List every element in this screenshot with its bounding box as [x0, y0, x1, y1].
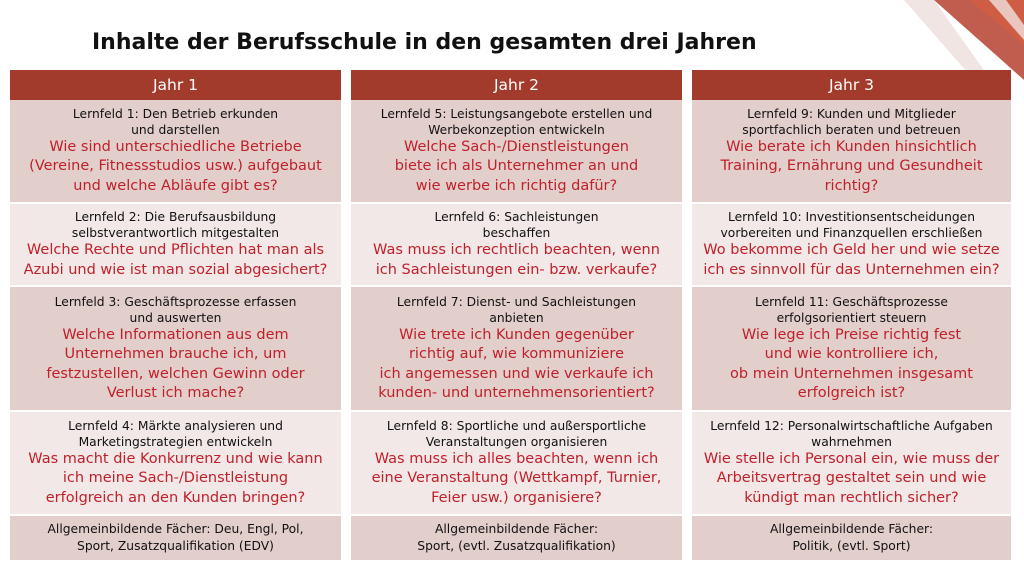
lernfeld-title: Lernfeld 5: Leistungsangebote erstellen und Werbekonzeption entwickeln — [380, 106, 653, 137]
lernfeld-question: Wie berate ich Kunden hinsichtlich Training, Ernährung und Gesundheit richtig? — [720, 138, 983, 194]
lernfeld-title: Lernfeld 4: Märkte analysieren und Marketingstrategien entwickeln — [68, 418, 283, 449]
lernfeld-question: Wie sind unterschiedliche Betriebe (Vereine, Fitnessstudios usw.) aufgebaut und welche Abläufe gibt es? — [29, 138, 322, 194]
lernfeld-cell — [692, 412, 1011, 516]
lernfeld-question: Was muss ich alles beachten, wenn ich eine Veranstaltung (Wettkampf, Turnier, Feier usw.) organisiere? — [371, 450, 662, 506]
lernfeld-title: Lernfeld 1: Den Betrieb erkunden und darstellen — [72, 106, 279, 137]
lernfeld-question: Welche Informationen aus dem Unternehmen brauche ich, um festzustellen, welchen Gewinn oder Verlust ich mache? — [46, 326, 305, 401]
general-subjects: Allgemeinbildende Fächer: Sport, (evtl. Zusatzqualifikation) — [417, 522, 616, 553]
general-subjects: Allgemeinbildende Fächer: Politik, (evtl. Sport) — [769, 522, 934, 553]
lernfeld-cell — [10, 204, 341, 287]
column-header: Jahr 1 — [10, 70, 341, 100]
general-subjects-cell — [351, 516, 682, 560]
curriculum-table — [10, 70, 1011, 560]
general-subjects: Allgemeinbildende Fächer: Deu, Engl, Pol, Sport, Zusatzqualifikation (EDV) — [47, 522, 304, 553]
lernfeld-title: Lernfeld 8: Sportliche und außersportliche Veranstaltungen organisieren — [386, 418, 647, 449]
page-title: Inhalte der Berufsschule in den gesamten drei Jahren — [92, 30, 757, 55]
lernfeld-cell — [351, 204, 682, 287]
column-jahr-3 — [692, 70, 1011, 560]
lernfeld-question: Wie lege ich Preise richtig fest und wie kontrolliere ich, ob mein Unternehmen insgesamt erfolgreich ist? — [730, 326, 973, 401]
lernfeld-question: Wie trete ich Kunden gegenüber richtig auf, wie kommuniziere ich angemessen und wie verkaufe ich kunden- und unternehmensorientiert? — [378, 326, 655, 401]
lernfeld-title: Lernfeld 3: Geschäftsprozesse erfassen und auswerten — [54, 294, 297, 325]
lernfeld-cell — [351, 412, 682, 516]
lernfeld-question: Was macht die Konkurrenz und wie kann ich meine Sach-/Dienstleistung erfolgreich an den Kunden bringen? — [28, 450, 323, 506]
column-jahr-2 — [351, 70, 682, 560]
lernfeld-title: Lernfeld 9: Kunden und Mitglieder sportfachlich beraten und betreuen — [742, 106, 961, 137]
lernfeld-cell — [10, 287, 341, 412]
lernfeld-cell — [692, 100, 1011, 204]
corner-decoration — [784, 0, 1024, 80]
lernfeld-question: Wie stelle ich Personal ein, wie muss der Arbeitsvertrag gestaltet sein und wie kündigt man rechtlich sicher? — [703, 450, 1000, 506]
lernfeld-question: Welche Rechte und Pflichten hat man als Azubi und wie ist man sozial abgesichert? — [23, 242, 328, 278]
lernfeld-question: Welche Sach-/Dienstleistungen biete ich als Unternehmer an und wie werbe ich richtig dafür? — [394, 138, 639, 194]
lernfeld-title: Lernfeld 6: Sachleistungen beschaffen — [434, 210, 599, 240]
lernfeld-title: Lernfeld 10: Investitionsentscheidungen vorbereiten und Finanzquellen erschließen — [720, 210, 983, 240]
lernfeld-cell — [10, 412, 341, 516]
lernfeld-cell — [351, 100, 682, 204]
column-header: Jahr 2 — [351, 70, 682, 100]
lernfeld-cell — [692, 287, 1011, 412]
general-subjects-cell — [692, 516, 1011, 560]
column-jahr-1 — [10, 70, 341, 560]
lernfeld-title: Lernfeld 12: Personalwirtschaftliche Aufgaben wahrnehmen — [710, 418, 993, 449]
lernfeld-title: Lernfeld 2: Die Berufsausbildung selbstverantwortlich mitgestalten — [71, 210, 280, 240]
lernfeld-question: Wo bekomme ich Geld her und wie setze ich es sinnvoll für das Unternehmen ein? — [703, 242, 1000, 278]
lernfeld-cell — [10, 100, 341, 204]
lernfeld-cell — [351, 287, 682, 412]
general-subjects-cell — [10, 516, 341, 560]
lernfeld-title: Lernfeld 7: Dienst- und Sachleistungen anbieten — [396, 294, 637, 325]
column-header: Jahr 3 — [692, 70, 1011, 100]
lernfeld-cell — [692, 204, 1011, 287]
lernfeld-title: Lernfeld 11: Geschäftsprozesse erfolgsorientiert steuern — [754, 294, 948, 325]
lernfeld-question: Was muss ich rechtlich beachten, wenn ich Sachleistungen ein- bzw. verkaufe? — [373, 242, 660, 278]
